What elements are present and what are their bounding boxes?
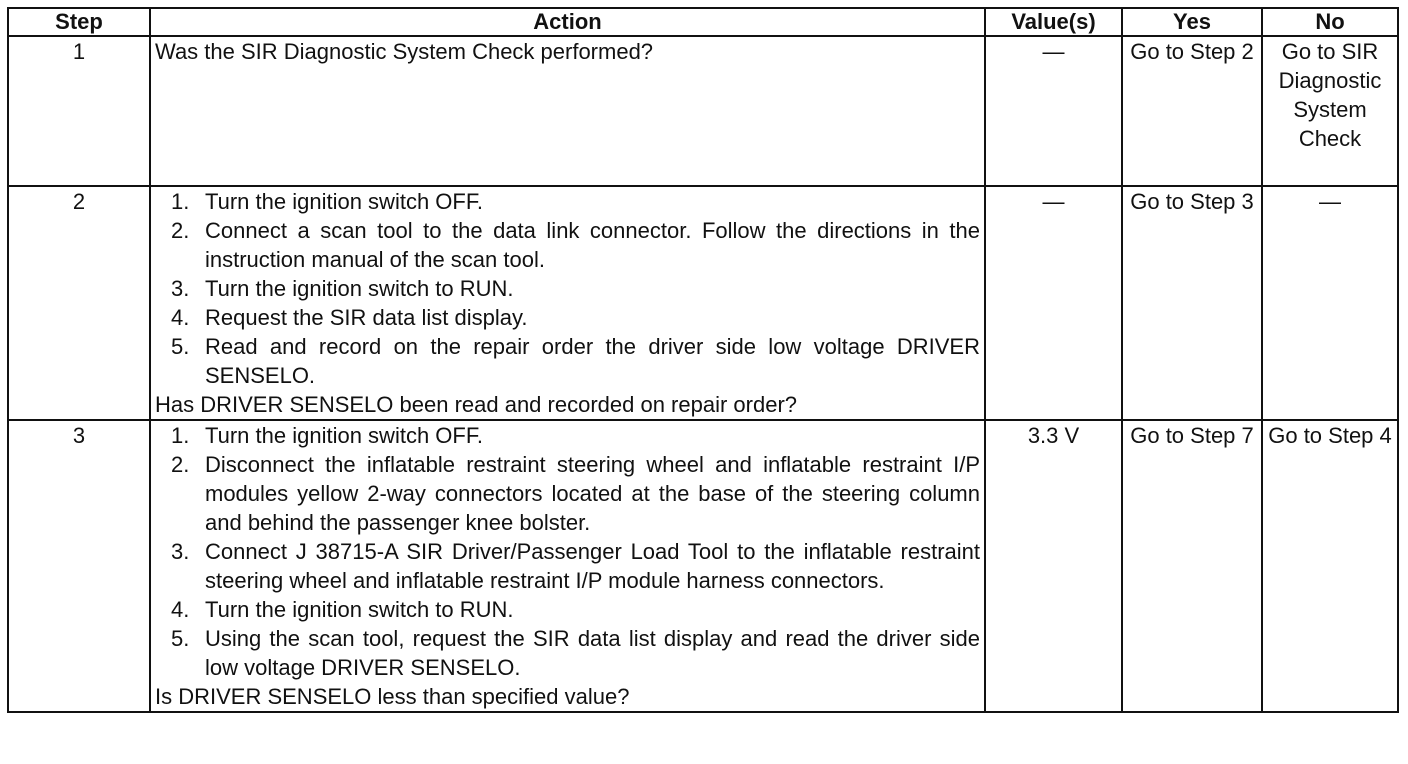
action-step <box>155 450 980 537</box>
header-values: Value(s) <box>985 8 1122 36</box>
action-steps-list <box>155 187 980 390</box>
yes-cell: Go to Step 2 <box>1122 36 1262 186</box>
action-step-text: Connect a scan tool to the data link connector. Follow the directions in the instruction manual of the scan tool. <box>205 218 980 272</box>
action-cell <box>150 36 985 186</box>
action-step-text: Turn the ignition switch to RUN. <box>205 276 514 301</box>
action-question: Was the SIR Diagnostic System Check performed? <box>155 39 654 64</box>
header-yes: Yes <box>1122 8 1262 36</box>
action-step-number: 4. <box>171 597 190 622</box>
action-step-number: 1. <box>171 189 190 214</box>
table-row-step-2 <box>8 186 1398 420</box>
value-cell: — <box>985 36 1122 186</box>
action-step <box>155 537 980 595</box>
yes-cell: Go to Step 3 <box>1122 186 1262 420</box>
action-step-text: Turn the ignition switch to RUN. <box>205 597 514 622</box>
header-row <box>8 8 1398 36</box>
step-number: 1 <box>8 36 150 186</box>
action-cell <box>150 186 985 420</box>
step-number: 2 <box>8 186 150 420</box>
action-step <box>155 624 980 682</box>
action-step-number: 2. <box>171 218 190 243</box>
action-step <box>155 595 980 624</box>
action-step-text: Disconnect the inflatable restraint steering wheel and inflatable restraint I/P modules yellow 2-way connectors located at the base of the steering column and behind the passenger knee bolster. <box>205 452 980 535</box>
action-step-number: 2. <box>171 452 190 477</box>
action-step-number: 5. <box>171 626 190 651</box>
action-step <box>155 421 980 450</box>
action-step-number: 4. <box>171 305 190 330</box>
action-step-number: 3. <box>171 276 190 301</box>
action-step <box>155 332 980 390</box>
header-action: Action <box>150 8 985 36</box>
action-step <box>155 303 980 332</box>
action-step-text: Connect J 38715-A SIR Driver/Passenger Load Tool to the inflatable restraint steering wheel and inflatable restraint I/P module harness connectors. <box>205 539 980 593</box>
action-step-text: Turn the ignition switch OFF. <box>205 423 483 448</box>
step-number: 3 <box>8 420 150 712</box>
action-step-number: 1. <box>171 423 190 448</box>
action-step-text: Read and record on the repair order the driver side low voltage DRIVER SENSELO. <box>205 334 980 388</box>
action-cell <box>150 420 985 712</box>
action-step <box>155 274 980 303</box>
action-step-text: Turn the ignition switch OFF. <box>205 189 483 214</box>
no-cell: Go to Step 4 <box>1262 420 1398 712</box>
table-row-step-1 <box>8 36 1398 186</box>
action-question: Has DRIVER SENSELO been read and recorded on repair order? <box>155 392 798 417</box>
table-row-step-3 <box>8 420 1398 712</box>
action-step-text: Request the SIR data list display. <box>205 305 528 330</box>
no-cell: Go to SIR Diagnostic System Check <box>1262 36 1398 186</box>
action-step <box>155 187 980 216</box>
header-no: No <box>1262 8 1398 36</box>
action-step <box>155 216 980 274</box>
yes-cell: Go to Step 7 <box>1122 420 1262 712</box>
no-cell: — <box>1262 186 1398 420</box>
diagnostic-table <box>7 7 1399 713</box>
action-step-number: 3. <box>171 539 190 564</box>
value-cell: 3.3 V <box>985 420 1122 712</box>
action-step-number: 5. <box>171 334 190 359</box>
action-step-text: Using the scan tool, request the SIR data list display and read the driver side low voltage DRIVER SENSELO. <box>205 626 980 680</box>
action-steps-list <box>155 421 980 682</box>
action-question: Is DRIVER SENSELO less than specified value? <box>155 684 630 709</box>
header-step: Step <box>8 8 150 36</box>
value-cell: — <box>985 186 1122 420</box>
